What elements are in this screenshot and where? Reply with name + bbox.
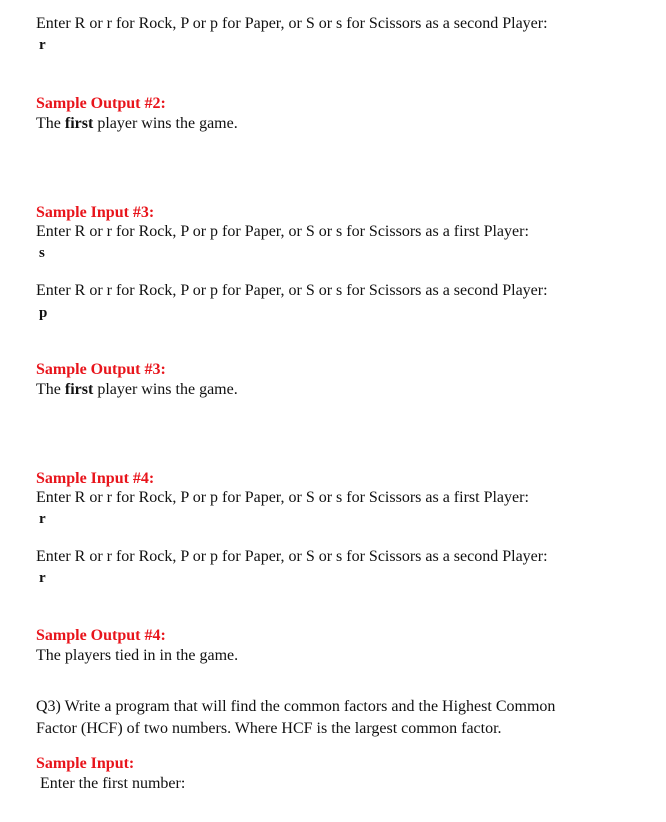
prompt-second-player: Enter R or r for Rock, P or p for Paper, or S or s for Scissors as a second Player: — [36, 548, 548, 565]
prompt-first-number: Enter the first number: — [40, 775, 186, 792]
sample-output-3-text: The first player wins the game. — [36, 381, 238, 398]
input-value: r — [39, 570, 46, 586]
input-value: r — [39, 511, 46, 527]
sample-output-4-text: The players tied in in the game. — [36, 647, 239, 664]
sample-input-3-heading: Sample Input #3: — [36, 204, 155, 221]
sample-output-3-heading: Sample Output #3: — [36, 361, 166, 378]
question-3-line-2: Factor (HCF) of two numbers. Where HCF is the largest common factor. — [36, 720, 502, 737]
input-value: r — [39, 37, 46, 53]
input-value: p — [39, 305, 48, 321]
question-3-line-1: Q3) Write a program that will find the common factors and the Highest Common — [36, 698, 556, 715]
input-value: s — [39, 245, 45, 261]
sample-input-4-heading: Sample Input #4: — [36, 470, 155, 487]
prompt-second-player: Enter R or r for Rock, P or p for Paper, or S or s for Scissors as a second Player: — [36, 15, 548, 32]
prompt-first-player: Enter R or r for Rock, P or p for Paper, or S or s for Scissors as a first Player: — [36, 223, 529, 240]
sample-output-2-text: The first player wins the game. — [36, 115, 238, 132]
sample-input-heading: Sample Input: — [36, 755, 135, 772]
prompt-second-player: Enter R or r for Rock, P or p for Paper, or S or s for Scissors as a second Player: — [36, 282, 548, 299]
sample-output-4-heading: Sample Output #4: — [36, 627, 166, 644]
sample-output-2-heading: Sample Output #2: — [36, 95, 166, 112]
prompt-first-player: Enter R or r for Rock, P or p for Paper, or S or s for Scissors as a first Player: — [36, 489, 529, 506]
